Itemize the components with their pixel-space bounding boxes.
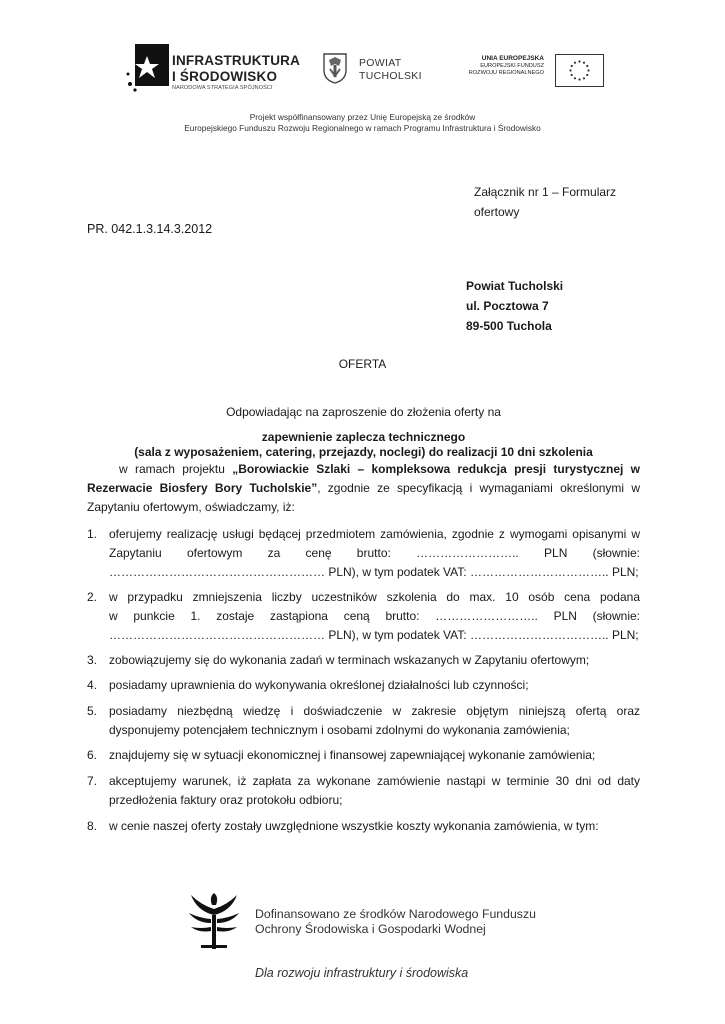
recipient-address [466, 276, 563, 336]
powiat-logo-line2: TUCHOLSKI [359, 70, 422, 82]
project-para-before: w ramach projektu [119, 462, 233, 476]
cofunding-note [140, 112, 585, 134]
eu-star-icon [586, 74, 588, 76]
nfosigw-line1: Dofinansowano ze środków Narodowego Funduszu [255, 907, 536, 921]
powiat-logo-line1: POWIAT [359, 57, 402, 69]
eu-star-icon [586, 65, 588, 67]
recipient-city: 89-500 Tuchola [466, 319, 552, 333]
annex-line2: ofertowy [474, 205, 520, 219]
list-item-line: Zapytaniu ofertowym za cenę brutto: …………………….. PLN (słownie: [109, 546, 640, 560]
eu-star-icon [583, 62, 585, 64]
powiat-tucholski-logo [322, 52, 432, 88]
eu-logo-line1: UNIA EUROPEJSKA [481, 55, 544, 62]
list-item-line: dysponujemy potencjałem technicznym i osobami zdolnymi do wykonania zamówienia; [109, 723, 570, 737]
reference-number: PR. 042.1.3.14.3.2012 [87, 222, 213, 236]
infrastruktura-srodowisko-logo [125, 44, 305, 96]
subject-heading [87, 430, 640, 460]
nfosigw-line2: Ochrony Środowiska i Gospodarki Wodnej [255, 922, 486, 936]
list-item-line: posiadamy niezbędną wiedzę i doświadczenie w zakresie objętym niniejszą ofertą oraz [109, 704, 640, 718]
eu-logo-line3: ROZWOJU REGIONALNEGO [468, 70, 544, 76]
nfosigw-text [255, 907, 536, 937]
eu-star-icon [578, 60, 580, 62]
list-item-number: 7. [87, 774, 98, 788]
eu-star-icon [571, 74, 573, 76]
coat-of-arms-icon [322, 52, 348, 84]
list-item-line: przedłożenia faktury oraz protokołu odbioru; [109, 793, 343, 807]
list-item-line: posiadamy uprawnienia do wykonywania określonej działalności lub czynności; [109, 678, 529, 692]
eu-star-icon [571, 65, 573, 67]
list-item-line: w przypadku zmniejszenia liczby uczestników szkolenia do max. 10 osób cena podana [109, 590, 640, 604]
list-item-line: oferujemy realizację usługi będącej przedmiotem zamówienia, zgodnie z wymogami opisanymi w [109, 527, 640, 541]
list-item-number: 8. [87, 819, 98, 833]
star-emblem-icon [125, 44, 169, 92]
footer-slogan: Dla rozwoju infrastruktury i środowiska [255, 966, 469, 980]
list-item-number: 5. [87, 704, 98, 718]
eu-star-icon [583, 77, 585, 79]
project-paragraph [87, 460, 640, 517]
eu-star-icon [569, 69, 571, 71]
recipient-name: Powiat Tucholski [466, 279, 564, 293]
project-para-after: , zgodnie ze specyfikacją i wymaganiami określonymi w Zapytaniu ofertowym, oświadczamy, iż: [87, 481, 640, 514]
intro-text: Odpowiadając na zaproszenie do złożenia oferty na [226, 405, 501, 419]
subject-line2: (sala z wyposażeniem, catering, przejazdy, noclegi) do realizacji 10 dni szkolenia [134, 445, 593, 459]
list-item-number: 1. [87, 527, 98, 541]
list-item-number: 6. [87, 748, 98, 762]
eu-star-icon [574, 62, 576, 64]
annex-line1: Załącznik nr 1 – Formularz [474, 185, 617, 199]
list-item-line: zobowiązujemy się do wykonania zadań w terminach wskazanych w Zapytaniu ofertowym; [109, 653, 590, 667]
list-item-line: ……………………………………………… PLN), w tym podatek VAT: …………………………….. PLN; [109, 628, 639, 642]
eu-star-icon [578, 78, 580, 80]
annex-label [474, 182, 634, 222]
document-title: OFERTA [338, 357, 387, 371]
eu-star-icon [574, 77, 576, 79]
cofunding-line2: Europejskiego Funduszu Rozwoju Regionalnego w ramach Programu Infrastruktura i Środowisko [184, 123, 541, 133]
eu-star-icon [587, 69, 589, 71]
list-item-number: 2. [87, 590, 98, 604]
list-item-line: ……………………………………………… PLN), w tym podatek VAT: …………………………….. PLN; [109, 565, 639, 579]
is-logo-line3: NARODOWA STRATEGIA SPÓJNOŚCI [172, 85, 273, 91]
eu-logo [468, 54, 604, 88]
cofunding-line1: Projekt współfinansowany przez Unię Europejską ze środków [249, 112, 476, 122]
list-item-number: 3. [87, 653, 98, 667]
eu-logo-text [469, 54, 544, 77]
recipient-street: ul. Pocztowa 7 [466, 299, 549, 313]
list-item-line: znajdujemy się w sytuacji ekonomicznej i finansowej zapewniającej wykonanie zamówienia; [109, 748, 596, 762]
eu-logo-line2: EUROPEJSKI FUNDUSZ [480, 63, 544, 69]
nfosigw-logo-icon [187, 893, 241, 951]
is-logo-line2: I ŚRODOWISKO [172, 69, 278, 84]
list-item-line: akceptujemy warunek, iż zapłata za wykonane zamówienie nastąpi w terminie 30 dni od daty [109, 774, 640, 788]
list-item-number: 4. [87, 678, 98, 692]
is-logo-line1: INFRASTRUKTURA [172, 53, 301, 68]
list-item-line: w punkcie 1. zostaje zastąpiona ceną brutto: …………………….. PLN (słownie: [109, 609, 640, 623]
project-name: „Borowiackie Szlaki – kompleksowa redukcja presji turystycznej w Rezerwacie Biosfery Bory Tucholskie” [87, 462, 641, 495]
subject-line1: zapewnienie zaplecza technicznego [261, 430, 466, 444]
list-item-line: w cenie naszej oferty zostały uwzględnione wszystkie koszty wykonania zamówienia, w tym: [109, 819, 599, 833]
eu-flag-icon [555, 54, 604, 87]
